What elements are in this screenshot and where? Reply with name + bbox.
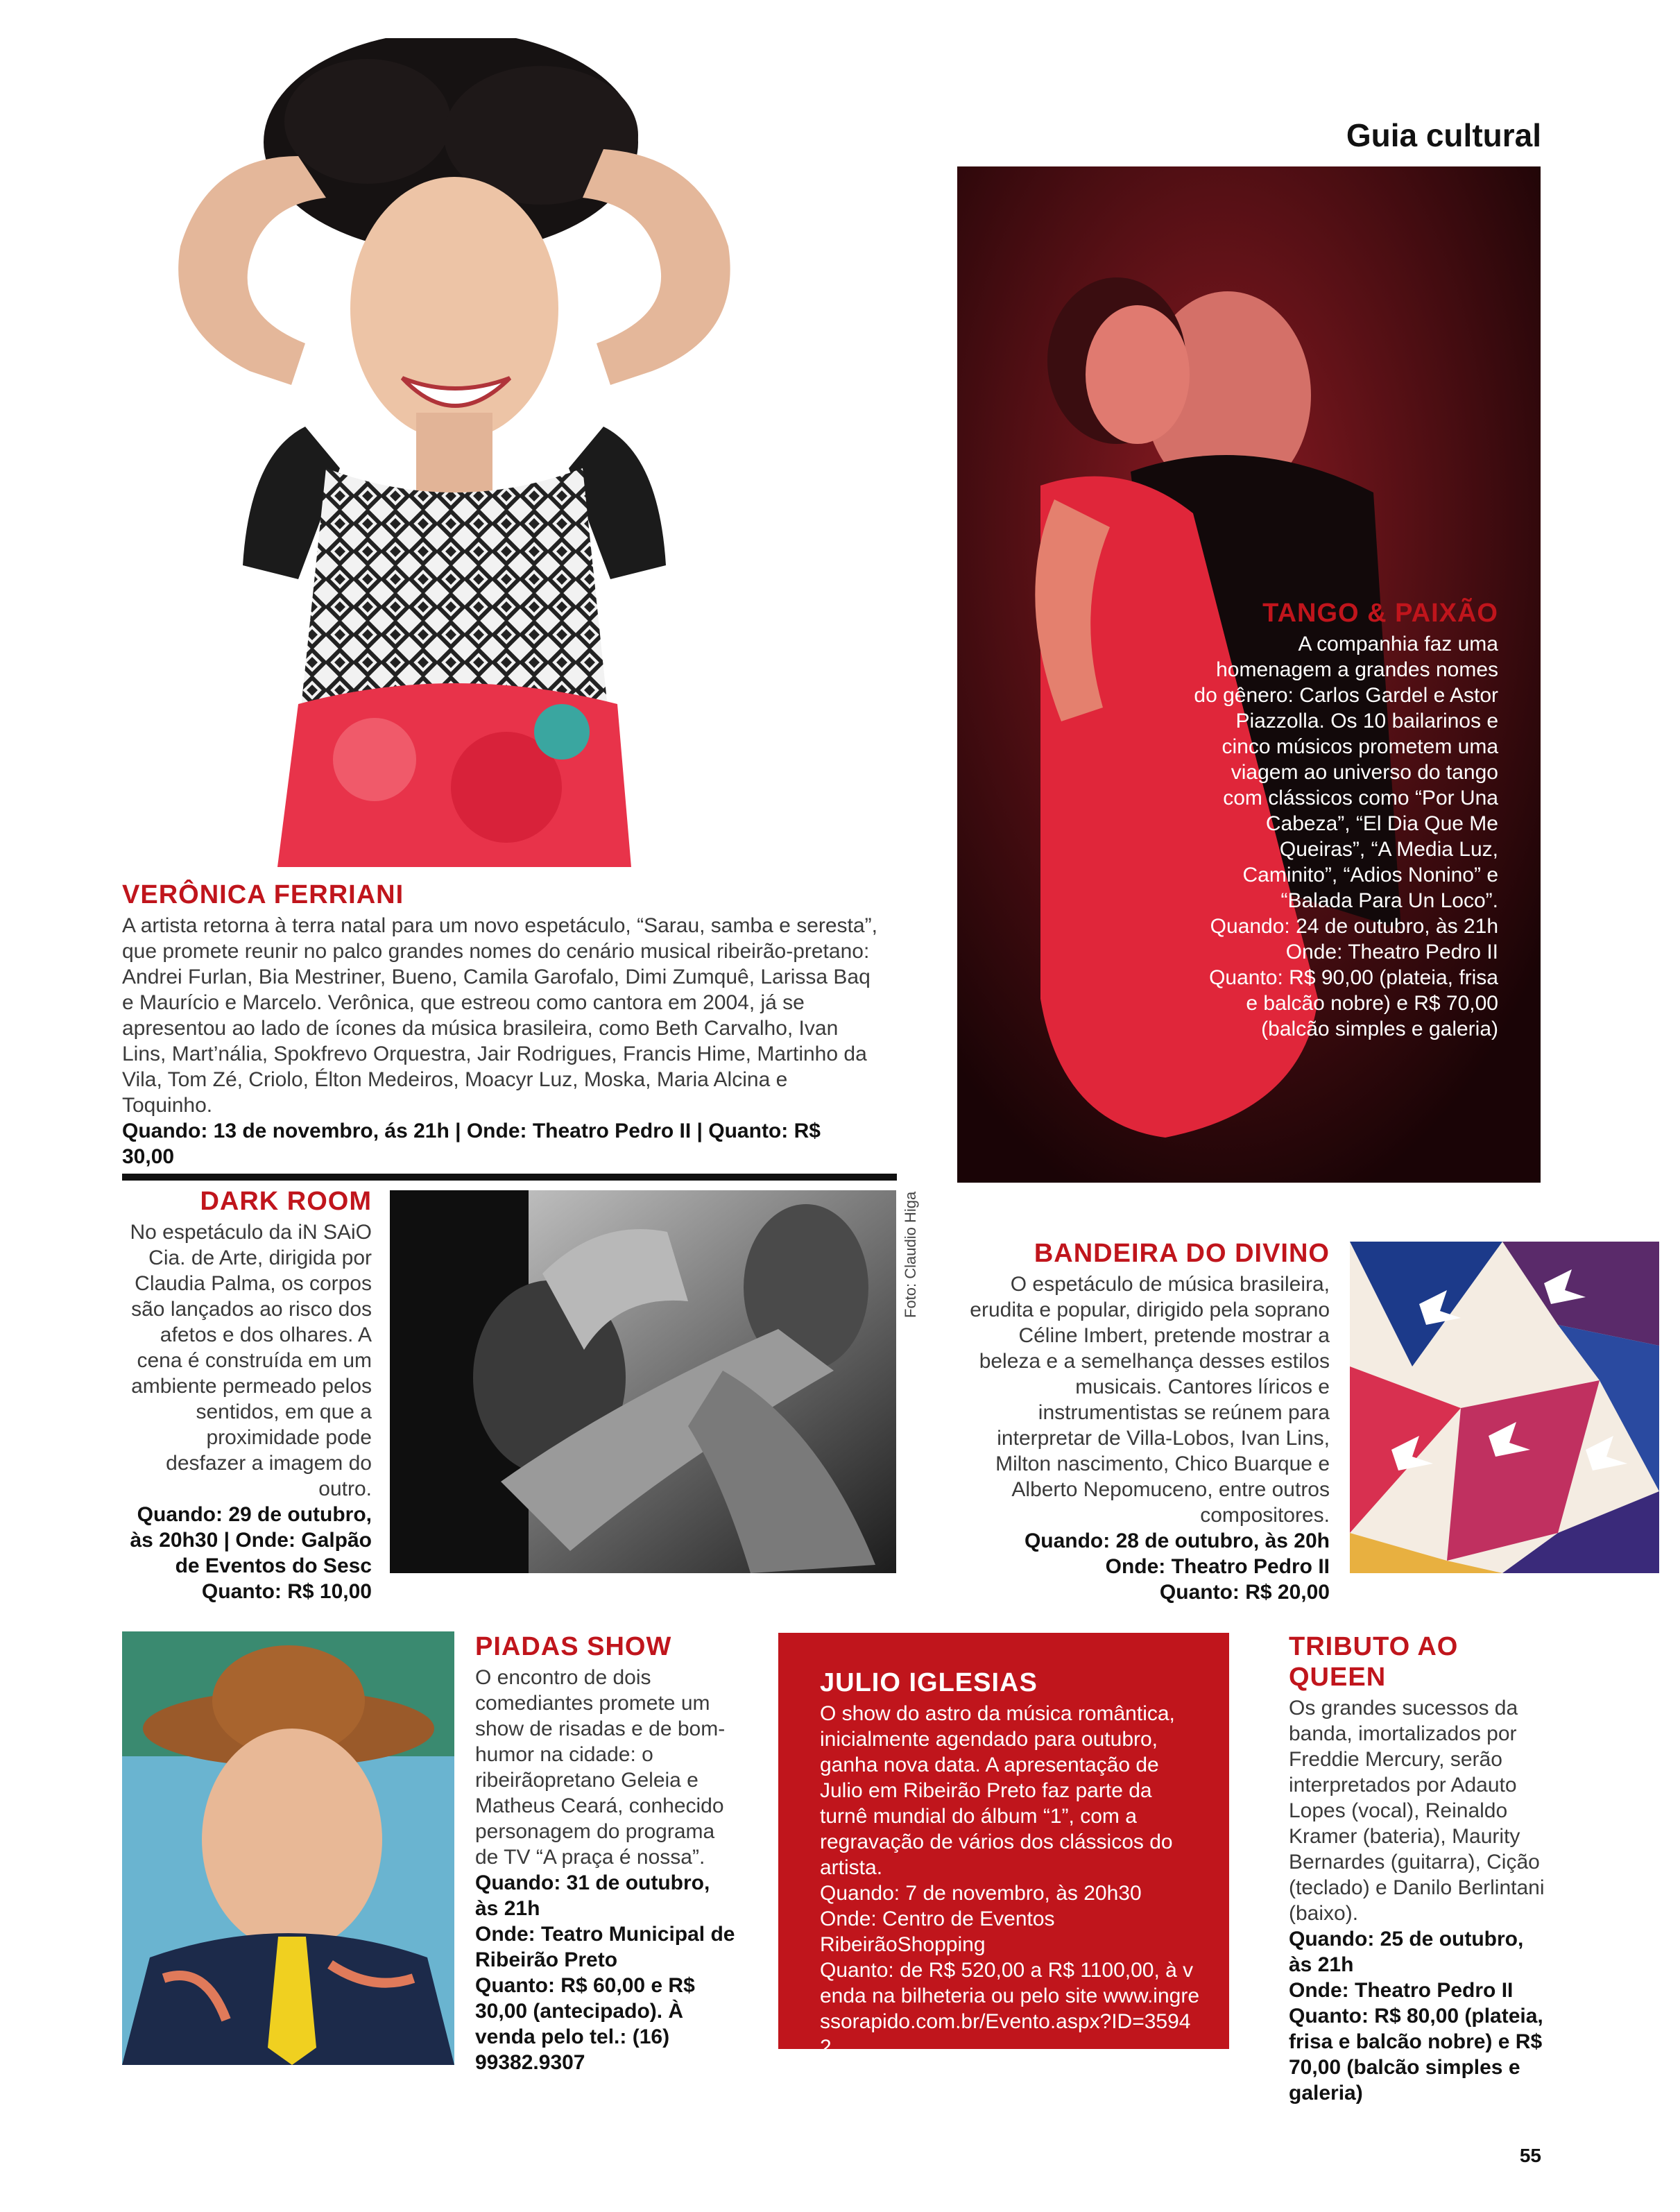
dark-room-article — [122, 1186, 372, 1604]
veronica-body: A artista retorna à terra natal para um novo espetáculo, “Sarau, samba e seresta”, que promete reunir no palco grandes nomes do cenário musical ribeirão-pretano: Andrei Furlan, Bia Mestriner, Bueno, Camila Garofalo, Dimi Zumquê, Larissa Baq e Maurício e Marcelo. Verônica, que estreou como cantora em 2004, já se apresentou ao lado de ícones da música brasileira, como Beth Carvalho, Ivan Lins, Mart’nália, Spokfrevo Orquestra, Jair Rodrigues, Francis Hime, Martinho da Vila, Tom Zé, Criolo, Élton Medeiros, Moacyr Luz, Moska, Maria Alcina e Toquinho. — [122, 914, 877, 1117]
section-divider — [122, 1174, 897, 1181]
veronica-details: Quando: 13 de novembro, ás 21h | Onde: Theatro Pedro II | Quanto: R$ 30,00 — [122, 1120, 821, 1168]
piadas-title: PIADAS SHOW — [475, 1632, 672, 1661]
bandeira-body: O espetáculo de música brasileira, erudita e popular, dirigido pela soprano Céline Imbert, pretende mostrar a beleza e a semelhança desses estilos musicais. Cantores líricos e instrumentistas se reúnem para interpretar de Villa-Lobos, Ivan Lins, Milton nascimento, Chico Buarque e Alberto Nepomuceno, entre outros compositores. — [970, 1273, 1330, 1527]
veronica-article — [122, 880, 878, 1169]
queen-when: Quando: 25 de outubro, às 21h — [1289, 1928, 1524, 1976]
dark-room-price: Quanto: R$ 10,00 — [201, 1580, 372, 1603]
veronica-ferriani-photo — [76, 38, 895, 867]
tango-when: Quando: 24 de outubro, às 21h — [1210, 915, 1498, 938]
tango-article — [1193, 598, 1498, 1042]
veronica-title: VERÔNICA FERRIANI — [122, 880, 404, 909]
piadas-body: O encontro de dois comediantes promete um show de risadas e de bom-humor na cidade: o ribeirãopretano Geleia e Matheus Ceará, conhecido personagem do programa de TV “A praça é nossa”. — [475, 1666, 726, 1869]
queen-title: TRIBUTO AO QUEEN — [1289, 1632, 1459, 1692]
bandeira-price: Quanto: R$ 20,00 — [1159, 1581, 1330, 1604]
julio-price: Quanto: de R$ 520,00 a R$ 1100,00, à venda na bilheteria ou pelo site www.ingressorapido.com.br/Evento.aspx?ID=35942 — [820, 1959, 1200, 2059]
piadas-price: Quanto: R$ 60,00 e R$ 30,00 (antecipado). À venda pelo tel.: (16) 99382.9307 — [475, 1974, 695, 2074]
piadas-when: Quando: 31 de outubro, às 21h — [475, 1871, 710, 1920]
julio-where: Onde: Centro de Eventos RibeirãoShopping — [820, 1907, 1055, 1956]
tango-body: A companhia faz uma homenagem a grandes nomes do gênero: Carlos Gardel e Astor Piazzolla. Os 10 bailarinos e cinco músicos prometem uma viagem ao universo do tango com clássicos como “Por Una Cabeza”, “El Dia Que Me Queiras”, “A Media Luz, Caminito”, “Adios Nonino” e “Balada Para Un Loco”. — [1194, 633, 1498, 912]
piadas-article — [475, 1631, 739, 2075]
dark-room-title: DARK ROOM — [200, 1187, 372, 1216]
queen-body: Os grandes sucessos da banda, imortalizados por Freddie Mercury, serão interpretados por Adauto Lopes (vocal), Reinaldo Kramer (bateria), Maurity Bernardes (guitarra), Cição (teclado) e Danilo Berlintani (baixo). — [1289, 1697, 1545, 1925]
bandeira-title: BANDEIRA DO DIVINO — [1034, 1239, 1330, 1268]
julio-body: O show do astro da música romântica, inicialmente agendado para outubro, ganha nova data. A apresentação de Julio em Ribeirão Preto faz parte da turnê mundial do álbum “1”, com a regravação de vários dos clássicos do artista. — [820, 1702, 1175, 1879]
bandeira-painting — [1350, 1242, 1659, 1573]
tango-price: Quanto: R$ 90,00 (plateia, frisa e balcão nobre) e R$ 70,00 (balcão simples e galeria) — [1209, 966, 1498, 1040]
dark-room-details: Quando: 29 de outubro, às 20h30 | Onde: Galpão de Eventos do Sesc — [130, 1503, 372, 1577]
piadas-where: Onde: Teatro Municipal de Ribeirão Preto — [475, 1923, 735, 1971]
julio-title: JULIO IGLESIAS — [820, 1668, 1038, 1697]
bandeira-article — [968, 1238, 1330, 1605]
julio-when: Quando: 7 de novembro, às 20h30 — [820, 1882, 1142, 1905]
queen-where: Onde: Theatro Pedro II — [1289, 1979, 1514, 2002]
tango-title: TANGO & PAIXÃO — [1262, 599, 1498, 628]
queen-price: Quanto: R$ 80,00 (plateia, frisa e balcão nobre) e R$ 70,00 (balcão simples e galeria) — [1289, 2005, 1543, 2104]
julio-iglesias-box — [778, 1633, 1229, 2059]
dark-room-photo — [390, 1190, 896, 1573]
tango-where: Onde: Theatro Pedro II — [1285, 941, 1498, 963]
queen-article — [1289, 1631, 1552, 2106]
bandeira-when: Quando: 28 de outubro, às 20h — [1024, 1529, 1330, 1552]
photo-credit: Foto: Claudio Higa — [902, 1191, 919, 1318]
dark-room-body: No espetáculo da iN SAiO Cia. de Arte, dirigida por Claudia Palma, os corpos são lançados ao risco dos afetos e dos olhares. A cena é construída em um ambiente permeado pelos sentidos, em que a proximidade pode desfazer a imagem do outro. — [130, 1221, 372, 1500]
page-number: 55 — [1519, 2145, 1541, 2166]
section-header: Guia cultural — [1346, 117, 1541, 153]
bandeira-where: Onde: Theatro Pedro II — [1105, 1555, 1330, 1578]
piadas-show-photo — [122, 1631, 454, 2065]
